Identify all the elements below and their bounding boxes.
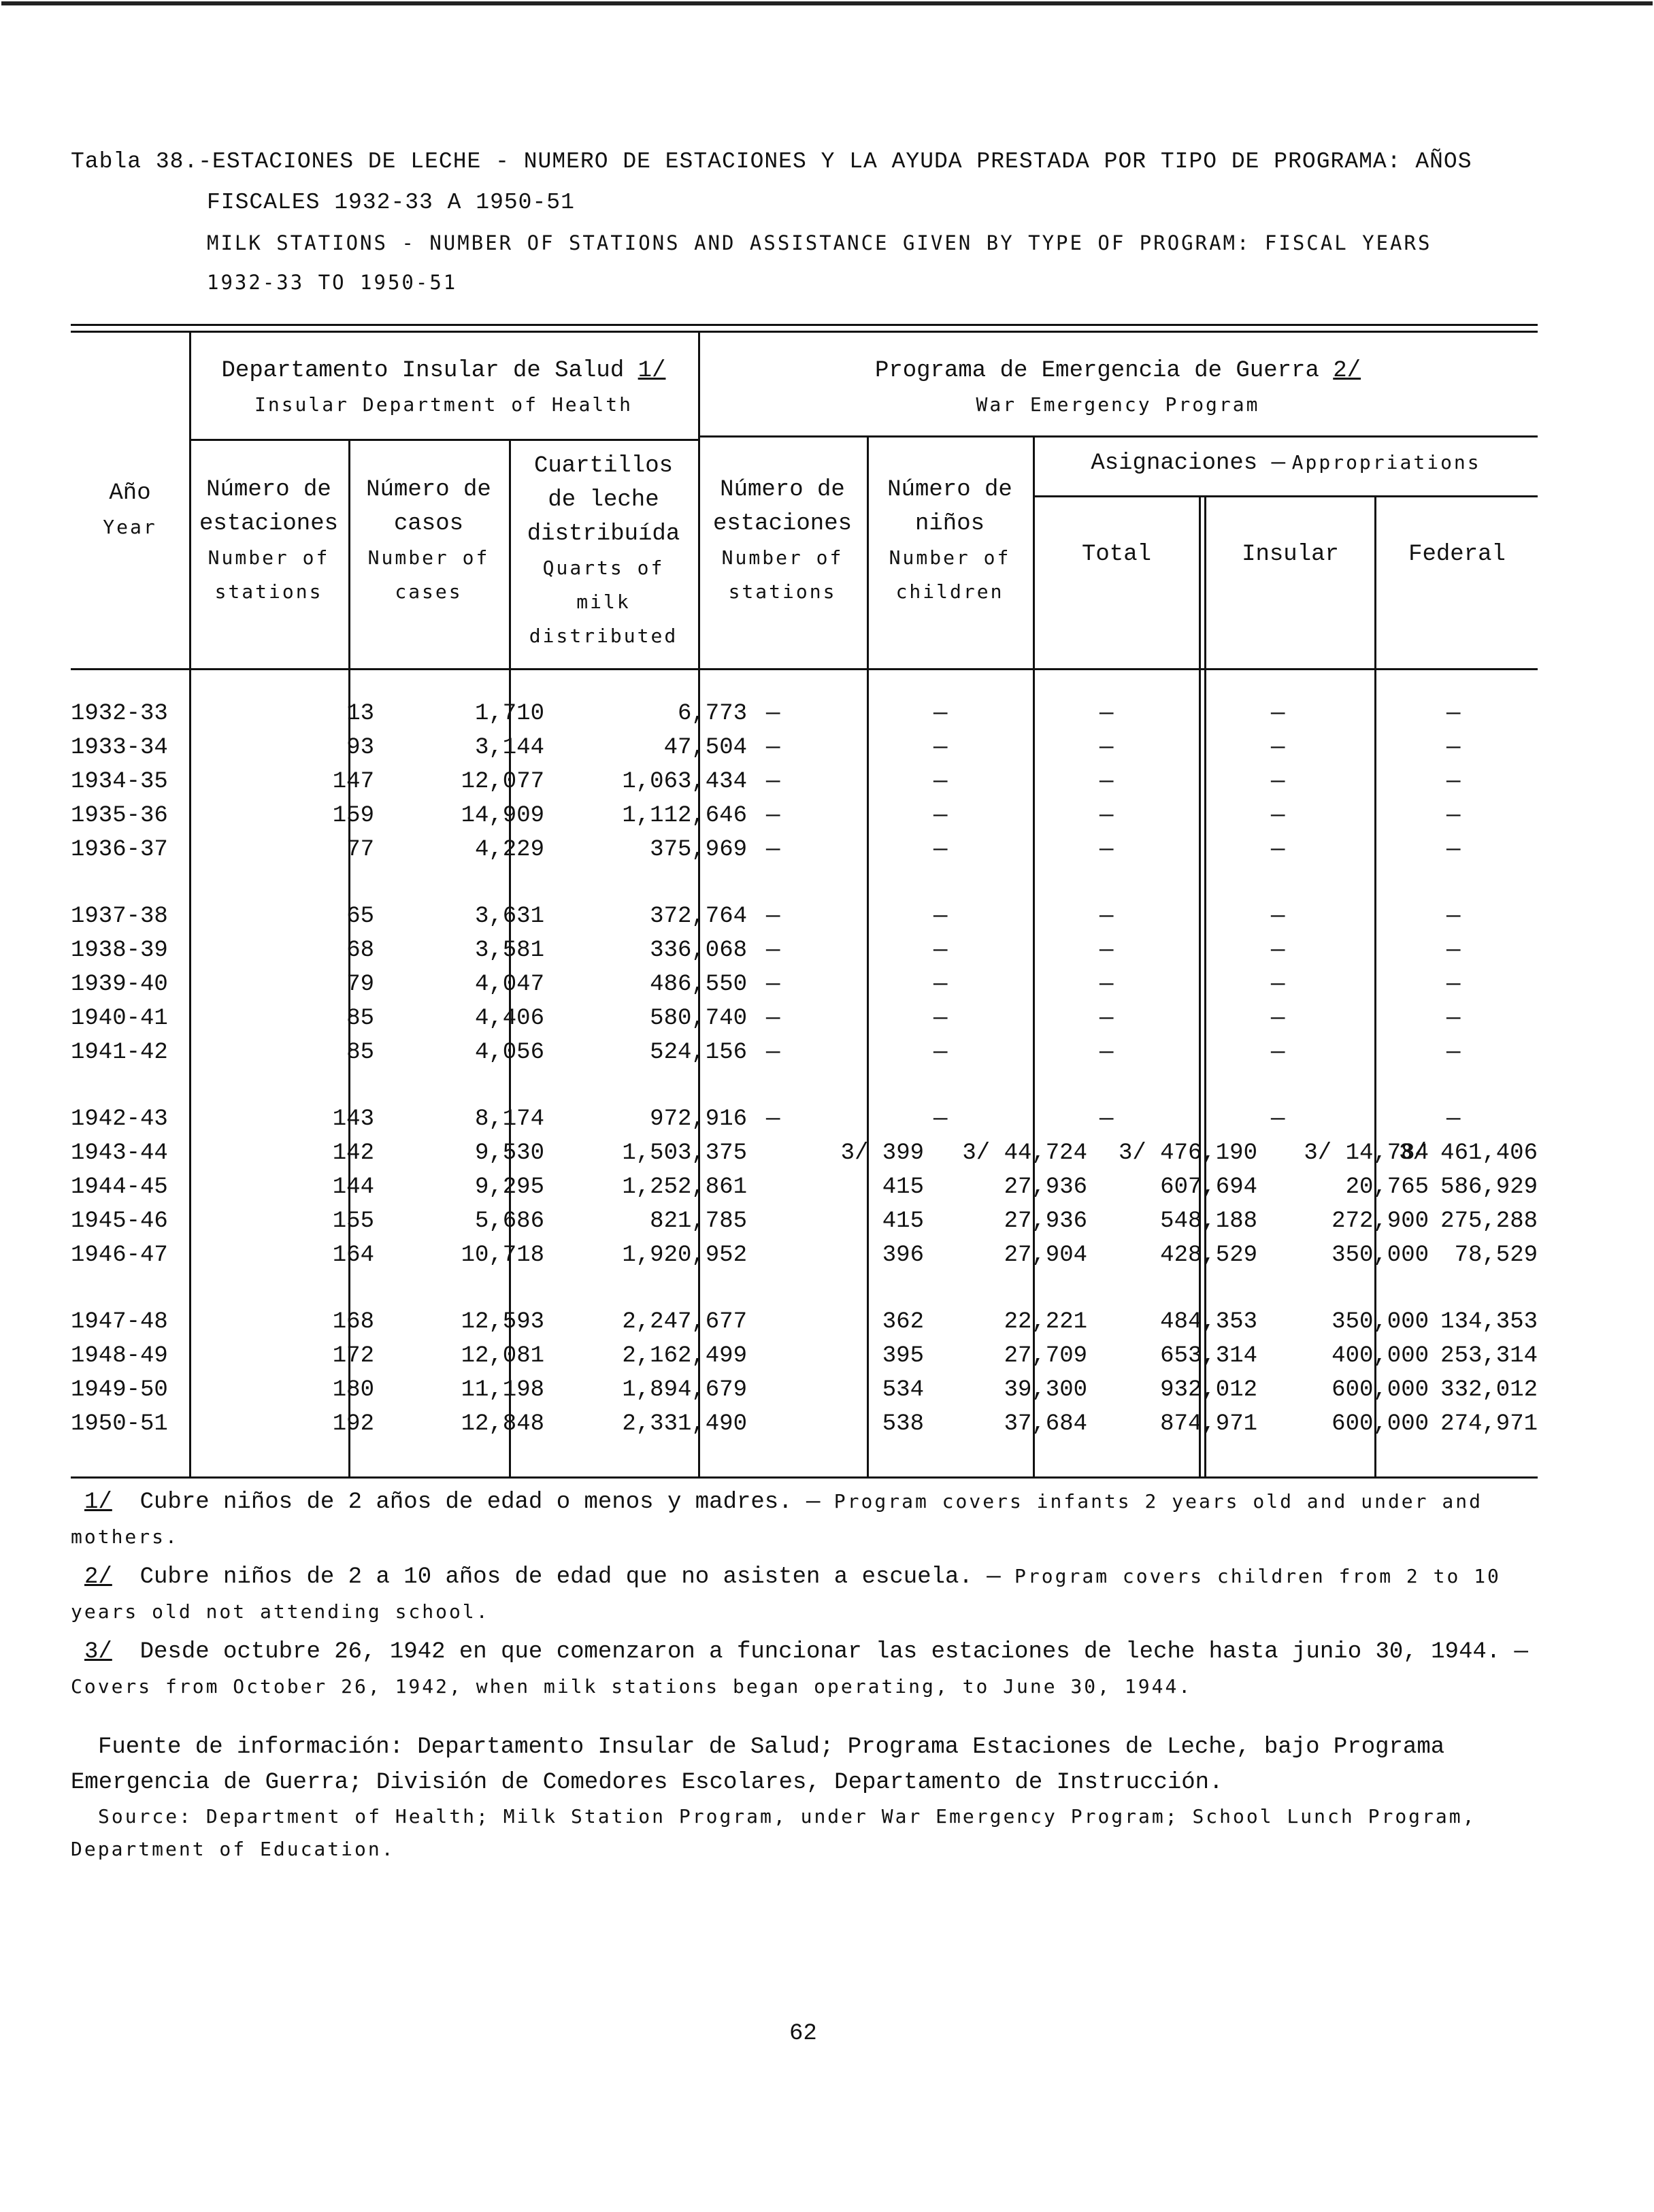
row-cell: — (766, 904, 780, 929)
row-cell: — (1446, 1106, 1461, 1132)
row-cell: — (1271, 1040, 1285, 1066)
row-cell: — (933, 972, 948, 997)
row-cell: 932,012 (1160, 1377, 1257, 1403)
row-cell: 4,047 (474, 972, 544, 997)
row-cell: — (1099, 803, 1114, 829)
row-cell: 415 (882, 1208, 924, 1234)
source-en: Source: Department of Health; Milk Station Program, under War Emergency Program; School Lunch Program, Department of Education. (71, 1805, 1476, 1860)
row-cell: 77 (346, 837, 374, 863)
row-cell: 65 (346, 904, 374, 929)
row-cell: — (1271, 735, 1285, 761)
row-cell: 2,331,490 (622, 1411, 747, 1437)
row-cell: 1,710 (474, 701, 544, 727)
row-cell: 11,198 (461, 1377, 544, 1403)
row-cell: 538 (882, 1411, 924, 1437)
row-cell: 874,971 (1160, 1411, 1257, 1437)
row-cell: 272,900 (1332, 1208, 1429, 1234)
row-cell: 134,353 (1440, 1309, 1538, 1335)
row-cell: 68 (346, 938, 374, 963)
row-year: 1933-34 (71, 735, 168, 761)
table-row (71, 1343, 1538, 1377)
table-row (71, 1174, 1538, 1208)
row-cell: 3,581 (474, 938, 544, 963)
row-cell: — (1446, 701, 1461, 727)
row-cell: 143 (332, 1106, 374, 1132)
row-cell: — (1099, 904, 1114, 929)
row-cell: 580,740 (650, 1006, 747, 1031)
row-cell: 3,631 (474, 904, 544, 929)
row-cell: — (933, 735, 948, 761)
row-cell: 395 (882, 1343, 924, 1369)
row-year: 1939-40 (71, 972, 168, 997)
row-cell: 548,188 (1160, 1208, 1257, 1234)
row-cell: 524,156 (650, 1040, 747, 1066)
row-cell: 3/ 399 (840, 1140, 924, 1166)
footnote-1: 1/ Cubre niños de 2 años de edad o menos y madres. — Program covers infants 2 years old and under and mothers. (71, 1489, 1483, 1548)
row-year: 1932-33 (71, 701, 168, 727)
row-cell: 27,904 (1004, 1242, 1087, 1268)
caption-en-line-2: 1932-33 TO 1950-51 (207, 271, 458, 294)
row-cell: 172 (332, 1343, 374, 1369)
footnotes (71, 1485, 1534, 1866)
table-row (71, 1040, 1538, 1074)
table-top-rule-1 (71, 324, 1538, 326)
caption-title-es: .-ESTACIONES DE LECHE - NUMERO DE ESTACIONES Y LA AYUDA PRESTADA POR TIPO DE PROGRAMA: AÑOS (184, 149, 1472, 174)
row-cell: — (933, 769, 948, 795)
row-cell: 274,971 (1440, 1411, 1538, 1437)
row-cell: — (766, 972, 780, 997)
table-caption (71, 142, 1588, 302)
row-cell: — (766, 769, 780, 795)
row-cell: 27,709 (1004, 1343, 1087, 1369)
row-year: 1935-36 (71, 803, 168, 829)
row-cell: — (766, 803, 780, 829)
row-cell: — (1446, 972, 1461, 997)
header-children: Número de niños Number of children (887, 477, 1012, 603)
table-row (71, 1309, 1538, 1343)
table-row (71, 769, 1538, 803)
header-bottom-rule (71, 668, 1538, 670)
row-cell: 12,077 (461, 769, 544, 795)
header-stations: Número de estaciones Number of stations (199, 477, 339, 603)
row-cell: 164 (332, 1242, 374, 1268)
table-number: Tabla 38 (71, 149, 184, 174)
table-row (71, 1106, 1538, 1140)
row-cell: 3/ 14,784 (1304, 1140, 1429, 1166)
row-cell: 85 (346, 1006, 374, 1031)
row-cell: 4,406 (474, 1006, 544, 1031)
table-top-rule-2 (71, 331, 1538, 333)
row-cell: 3/ 44,724 (962, 1140, 1087, 1166)
row-cell: — (1099, 1106, 1114, 1132)
dept-subheader-rule (189, 439, 698, 441)
row-cell: 5,686 (474, 1208, 544, 1234)
row-cell: 653,314 (1160, 1343, 1257, 1369)
row-cell: 332,012 (1440, 1377, 1538, 1403)
row-cell: 79 (346, 972, 374, 997)
row-cell: 4,056 (474, 1040, 544, 1066)
row-cell: — (1446, 837, 1461, 863)
row-cell: — (933, 1040, 948, 1066)
row-cell: 396 (882, 1242, 924, 1268)
row-cell: 486,550 (650, 972, 747, 997)
row-cell: 27,936 (1004, 1208, 1087, 1234)
row-cell: — (1446, 1006, 1461, 1031)
row-cell: 1,920,952 (622, 1242, 747, 1268)
row-cell: 85 (346, 1040, 374, 1066)
row-cell: — (766, 1040, 780, 1066)
table-row (71, 1377, 1538, 1411)
row-cell: 2,162,499 (622, 1343, 747, 1369)
row-cell: — (766, 701, 780, 727)
table-row (71, 904, 1538, 938)
row-year: 1941-42 (71, 1040, 168, 1066)
row-cell: — (1271, 701, 1285, 727)
row-cell: 1,252,861 (622, 1174, 747, 1200)
row-cell: 12,848 (461, 1411, 544, 1437)
row-cell: 93 (346, 735, 374, 761)
row-cell: — (1099, 1040, 1114, 1066)
row-year: 1936-37 (71, 837, 168, 863)
header-war: Programa de Emergencia de Guerra 2/ War Emergency Program (874, 358, 1361, 416)
row-cell: 142 (332, 1140, 374, 1166)
row-cell: 159 (332, 803, 374, 829)
row-cell: 600,000 (1332, 1377, 1429, 1403)
row-cell: 27,936 (1004, 1174, 1087, 1200)
row-cell: — (766, 1006, 780, 1031)
caption-es-line-1 (71, 142, 1588, 182)
row-cell: 147 (332, 769, 374, 795)
row-cell: 607,694 (1160, 1174, 1257, 1200)
row-cell: 12,593 (461, 1309, 544, 1335)
row-cell: — (766, 1106, 780, 1132)
row-cell: 9,530 (474, 1140, 544, 1166)
row-cell: — (1099, 769, 1114, 795)
footnote-2: 2/ Cubre niños de 2 a 10 años de edad que no asisten a escuela. — Program covers children from 2 to 10 years old not attending school. (71, 1564, 1501, 1623)
row-cell: — (933, 701, 948, 727)
row-year: 1947-48 (71, 1309, 168, 1335)
row-cell: 362 (882, 1309, 924, 1335)
row-cell: — (933, 837, 948, 863)
table-row (71, 735, 1538, 769)
caption-en-line-1: MILK STATIONS - NUMBER OF STATIONS AND ASSISTANCE GIVEN BY TYPE OF PROGRAM: FISCAL YEARS (207, 231, 1432, 254)
header-cases: Número de casos Number of cases (366, 477, 491, 603)
table-row (71, 1208, 1538, 1242)
row-cell: 600,000 (1332, 1411, 1429, 1437)
row-cell: — (766, 837, 780, 863)
row-cell: 8,174 (474, 1106, 544, 1132)
row-cell: — (933, 904, 948, 929)
caption-es-line-2: FISCALES 1932-33 A 1950-51 (207, 190, 575, 215)
row-cell: — (933, 803, 948, 829)
row-cell: — (1271, 769, 1285, 795)
row-cell: 10,718 (461, 1242, 544, 1268)
header-war-stations: Número de estaciones Number of stations (712, 477, 853, 603)
row-year: 1944-45 (71, 1174, 168, 1200)
table-row (71, 1006, 1538, 1040)
row-cell: — (1099, 972, 1114, 997)
row-cell: 2,247,677 (622, 1309, 747, 1335)
row-year: 1945-46 (71, 1208, 168, 1234)
table-row (71, 938, 1538, 972)
row-cell: 400,000 (1332, 1343, 1429, 1369)
row-cell: 972,916 (650, 1106, 747, 1132)
row-year: 1938-39 (71, 938, 168, 963)
row-cell: 22,221 (1004, 1309, 1087, 1335)
row-cell: — (1099, 735, 1114, 761)
row-cell: 586,929 (1440, 1174, 1538, 1200)
row-cell: — (1446, 803, 1461, 829)
row-cell: 375,969 (650, 837, 747, 863)
row-cell: 3/ 476,190 (1118, 1140, 1257, 1166)
page-number: 62 (789, 2021, 817, 2047)
row-cell: 37,684 (1004, 1411, 1087, 1437)
row-cell: — (933, 1006, 948, 1031)
row-cell: — (1099, 837, 1114, 863)
row-cell: 484,353 (1160, 1309, 1257, 1335)
header-dept: Departamento Insular de Salud 1/ Insular Department of Health (221, 358, 666, 416)
row-cell: — (1446, 938, 1461, 963)
row-cell: — (1446, 904, 1461, 929)
row-cell: — (1271, 1006, 1285, 1031)
row-year: 1946-47 (71, 1242, 168, 1268)
table-row (71, 701, 1538, 735)
source-es: Fuente de información: Departamento Insular de Salud; Programa Estaciones de Leche, bajo Programa Emergencia de Guerra; División de Comedores Escolares, Departamento de Instrucción. (71, 1734, 1445, 1796)
row-cell: 350,000 (1332, 1242, 1429, 1268)
row-cell: 1,503,375 (622, 1140, 747, 1166)
header-appropriations: Asignaciones — Appropriations (1091, 450, 1481, 476)
row-cell: 1,894,679 (622, 1377, 747, 1403)
row-cell: 415 (882, 1174, 924, 1200)
row-cell: 4,229 (474, 837, 544, 863)
row-cell: — (1099, 938, 1114, 963)
row-cell: 20,765 (1345, 1174, 1429, 1200)
row-cell: 180 (332, 1377, 374, 1403)
row-year: 1934-35 (71, 769, 168, 795)
row-cell: — (1099, 1006, 1114, 1031)
header-quarts: Cuartillos de leche distribuída Quarts of milk distributed (527, 453, 680, 647)
row-cell: 336,068 (650, 938, 747, 963)
approp-subheader-rule (1034, 495, 1538, 497)
row-cell: 14,909 (461, 803, 544, 829)
row-cell: — (1271, 1106, 1285, 1132)
row-cell: — (1446, 769, 1461, 795)
row-cell: 168 (332, 1309, 374, 1335)
row-cell: 39,300 (1004, 1377, 1087, 1403)
row-year: 1942-43 (71, 1106, 168, 1132)
table-row (71, 803, 1538, 837)
row-cell: 144 (332, 1174, 374, 1200)
row-cell: — (1446, 1040, 1461, 1066)
table-row (71, 1242, 1538, 1276)
row-cell: — (1271, 803, 1285, 829)
row-cell: 275,288 (1440, 1208, 1538, 1234)
header-federal: Federal (1408, 542, 1506, 567)
header-total: Total (1081, 542, 1152, 567)
row-cell: 350,000 (1332, 1309, 1429, 1335)
row-cell: — (766, 735, 780, 761)
row-cell: — (933, 1106, 948, 1132)
row-cell: 3/ 461,406 (1398, 1140, 1538, 1166)
table-bottom-rule (71, 1476, 1538, 1479)
row-year: 1948-49 (71, 1343, 168, 1369)
header-year: Año Year (103, 480, 157, 538)
row-cell: — (1446, 735, 1461, 761)
table-row (71, 972, 1538, 1006)
row-year: 1950-51 (71, 1411, 168, 1437)
row-cell: 1,112,646 (622, 803, 747, 829)
table-row (71, 1411, 1538, 1445)
row-cell: 78,529 (1454, 1242, 1538, 1268)
header-insular: Insular (1242, 542, 1339, 567)
row-cell: — (1271, 837, 1285, 863)
row-cell: — (1271, 972, 1285, 997)
war-subheader-rule (698, 435, 1538, 438)
row-cell: 12,081 (461, 1343, 544, 1369)
row-cell: — (933, 938, 948, 963)
row-cell: — (1099, 701, 1114, 727)
row-cell: 821,785 (650, 1208, 747, 1234)
row-cell: — (1271, 904, 1285, 929)
row-cell: 192 (332, 1411, 374, 1437)
row-cell: 155 (332, 1208, 374, 1234)
row-cell: 47,504 (663, 735, 747, 761)
row-cell: 13 (346, 701, 374, 727)
row-year: 1949-50 (71, 1377, 168, 1403)
row-cell: 3,144 (474, 735, 544, 761)
row-cell: — (1271, 938, 1285, 963)
row-cell: 6,773 (677, 701, 747, 727)
table-row (71, 1140, 1538, 1174)
row-cell: 253,314 (1440, 1343, 1538, 1369)
row-cell: 1,063,434 (622, 769, 747, 795)
row-cell: 372,764 (650, 904, 747, 929)
row-year: 1937-38 (71, 904, 168, 929)
row-cell: 9,295 (474, 1174, 544, 1200)
row-cell: 428,529 (1160, 1242, 1257, 1268)
row-year: 1943-44 (71, 1140, 168, 1166)
row-cell: — (766, 938, 780, 963)
row-year: 1940-41 (71, 1006, 168, 1031)
footnote-3: 3/ Desde octubre 26, 1942 en que comenzaron a funcionar las estaciones de leche hasta junio 30, 1944. — Covers from October 26, 1942, when milk stations began operating, to June 30, 1944. (71, 1639, 1528, 1698)
row-cell: 534 (882, 1377, 924, 1403)
table-row (71, 837, 1538, 871)
